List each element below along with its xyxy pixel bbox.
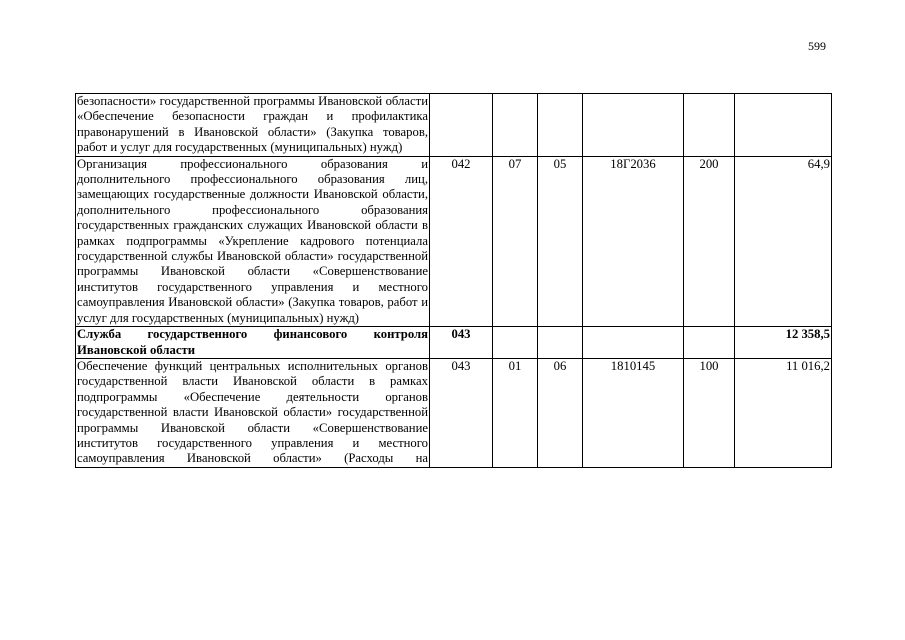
row-subsection-code: 06	[538, 358, 583, 467]
table-row	[76, 327, 832, 359]
row-section-code	[493, 327, 538, 359]
row-amount: 11 016,2	[735, 358, 832, 467]
budget-table	[75, 93, 832, 468]
row-section-code: 01	[493, 358, 538, 467]
row-description: Организация профессионального образования и дополнительного профессионального образования лиц, замещающих государственные должности Ивановской области, дополнительного профессионального образования государственных гражданских служащих Ивановской области в рамках подпрограммы «Укрепление кадрового потенциала государственной службы Ивановской области» государственной программы Ивановской области «Совершенствование институтов государственного управления и местного самоуправления Ивановской области» (Закупка товаров, работ и услуг для государственных (муниципальных) нужд)	[77, 156, 428, 325]
row-expense-type	[684, 94, 735, 157]
row-subsection-code: 05	[538, 156, 583, 326]
row-amount	[735, 94, 832, 157]
row-admin-code: 043	[430, 327, 493, 359]
table-row	[76, 156, 832, 326]
row-amount: 64,9	[735, 156, 832, 326]
row-expense-type	[684, 327, 735, 359]
row-target-code	[583, 94, 684, 157]
row-description: безопасности» государственной программы Ивановской области «Обеспечение безопасности граждан и профилактика правонарушений в Ивановской области» (Закупка товаров, работ и услуг для государственных (муниципальных) нужд)	[77, 94, 428, 155]
row-description: Обеспечение функций центральных исполнительных органов государственной власти Ивановской области в рамках подпрограммы «Обеспечение деятельности органов государственной власти Ивановской области» государственной программы Ивановской области «Совершенствование институтов государственного управления и местного самоуправления Ивановской области» (Расходы на	[77, 358, 428, 466]
row-expense-type: 100	[684, 358, 735, 467]
row-section-code	[493, 94, 538, 157]
row-amount: 12 358,5	[735, 327, 832, 359]
row-admin-code: 043	[430, 358, 493, 467]
row-admin-code	[430, 94, 493, 157]
table-row	[76, 94, 832, 157]
row-target-code: 1810145	[583, 358, 684, 467]
row-description: Служба государственного финансового контроля Ивановской области	[77, 327, 428, 357]
row-admin-code: 042	[430, 156, 493, 326]
row-subsection-code	[538, 94, 583, 157]
row-expense-type: 200	[684, 156, 735, 326]
row-section-code: 07	[493, 156, 538, 326]
page-number: 599	[808, 39, 826, 53]
row-subsection-code	[538, 327, 583, 359]
row-target-code	[583, 327, 684, 359]
table-row	[76, 358, 832, 467]
row-target-code: 18Г2036	[583, 156, 684, 326]
